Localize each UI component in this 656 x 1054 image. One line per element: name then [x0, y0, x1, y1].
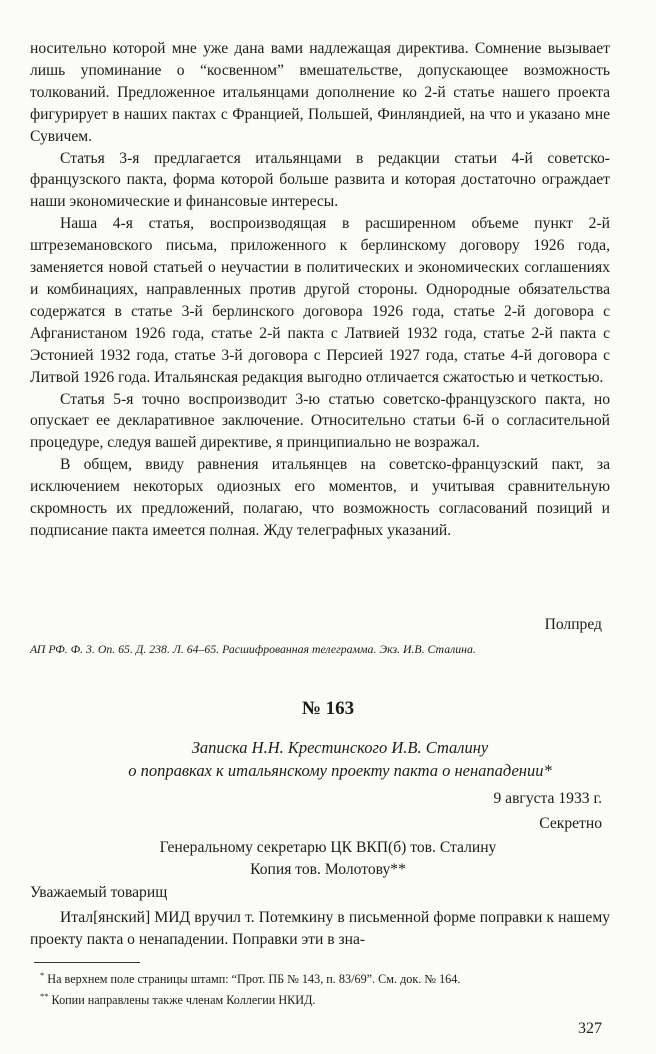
- body-paragraph-letter: Итал[янский] МИД вручил т. Потемкину в письменной форме поправки к нашему проекту пакта о ненападении. Поправки эти в зна-: [30, 909, 610, 948]
- footnote-2-text: Копии направлены также членам Коллегии НКИД.: [48, 993, 316, 1008]
- classification-label: Секретно: [539, 815, 602, 832]
- document-title: [80, 736, 600, 782]
- signature: Полпред: [544, 616, 602, 633]
- footnote-2-mark: **: [40, 991, 49, 1002]
- body-paragraph-3: Наша 4-я статья, воспроизводящая в расширенном объеме пункт 2-й штреземановского письма, приложенного к берлинскому договору 1926 года, заменяется новой статьей о неучастии в политических и экономических соглашениях и комбинациях, направленных против другой стороны. Однородные обязательства содержатся в статье 3-й берлинского договора 1926 года, статье 2-й договора с Афганистаном 1926 года, статье 2-й пакта с Латвией 1932 года, статье 2-й пакта с Эстонией 1932 года, статье 3-й договора с Персией 1927 года, статье 4-й договора с Литвой 1926 года. Итальянская редакция выгодно отличается сжатостью и четкостью.: [30, 215, 610, 386]
- body-paragraph-1: носительно которой мне уже дана вами надлежащая директива. Сомнение вызывает лишь упоминание о “косвенном” вмешательстве, допускающее возможность толкований. Предложенное итальянцами дополнение ко 2-й статье нашего проекта фигурирует в наших пактах с Францией, Польшей, Финляндией, на что и указано мне Сувичем.: [30, 40, 610, 145]
- document-date: 9 августа 1933 г.: [493, 790, 602, 807]
- footnote-divider: [34, 962, 140, 963]
- letter-body: [30, 38, 610, 542]
- salutation: Уважаемый товарищ: [30, 884, 168, 901]
- body-paragraph-4: Статья 5-я точно воспроизводит 3-ю статью советско-французского пакта, но опускает ее декларативное заключение. Относительно статьи 6-й о согласительной процедуре, следуя вашей директиве, я принципиально не возражал.: [30, 390, 610, 452]
- document-number: № 163: [301, 698, 355, 719]
- addressee-line-1: Генеральному секретарю ЦК ВКП(б) тов. Сталину: [159, 839, 497, 856]
- archive-reference: АП РФ. Ф. 3. Оп. 65. Д. 238. Л. 64–65. Расшифрованная телеграмма. Экз. И.В. Сталина.: [30, 642, 476, 656]
- footnotes: [40, 967, 600, 1009]
- page-number: 327: [578, 1020, 602, 1037]
- body-paragraph-2: Статья 3-я предлагается итальянцами в редакции статьи 4-й советско-французского пакта, форма которой больше развита и которая достаточно ограждает наши экономические и финансовые интересы.: [30, 149, 610, 211]
- footnote-1: [40, 967, 600, 988]
- addressee-line-2: Копия тов. Молотову**: [250, 861, 406, 878]
- document-title-line-2: о поправках к итальянскому проекту пакта о ненападении*: [128, 761, 552, 780]
- footnote-2: [40, 988, 600, 1009]
- footnote-1-text: На верхнем поле страницы штамп: “Прот. ПБ № 143, п. 83/69”. См. док. № 164.: [44, 972, 461, 987]
- footnote-1-mark: *: [40, 970, 45, 980]
- body-paragraph-5: В общем, ввиду равнения итальянцев на советско-французский пакт, за исключением некоторых одиозных его моментов, и учитывая сравнительную скромность их предложений, полагаю, что возможность согласований позиций и подписание пакта имеется полная. Жду телеграфных указаний.: [30, 456, 610, 539]
- document-title-line-1: Записка Н.Н. Крестинского И.В. Сталину: [191, 738, 489, 757]
